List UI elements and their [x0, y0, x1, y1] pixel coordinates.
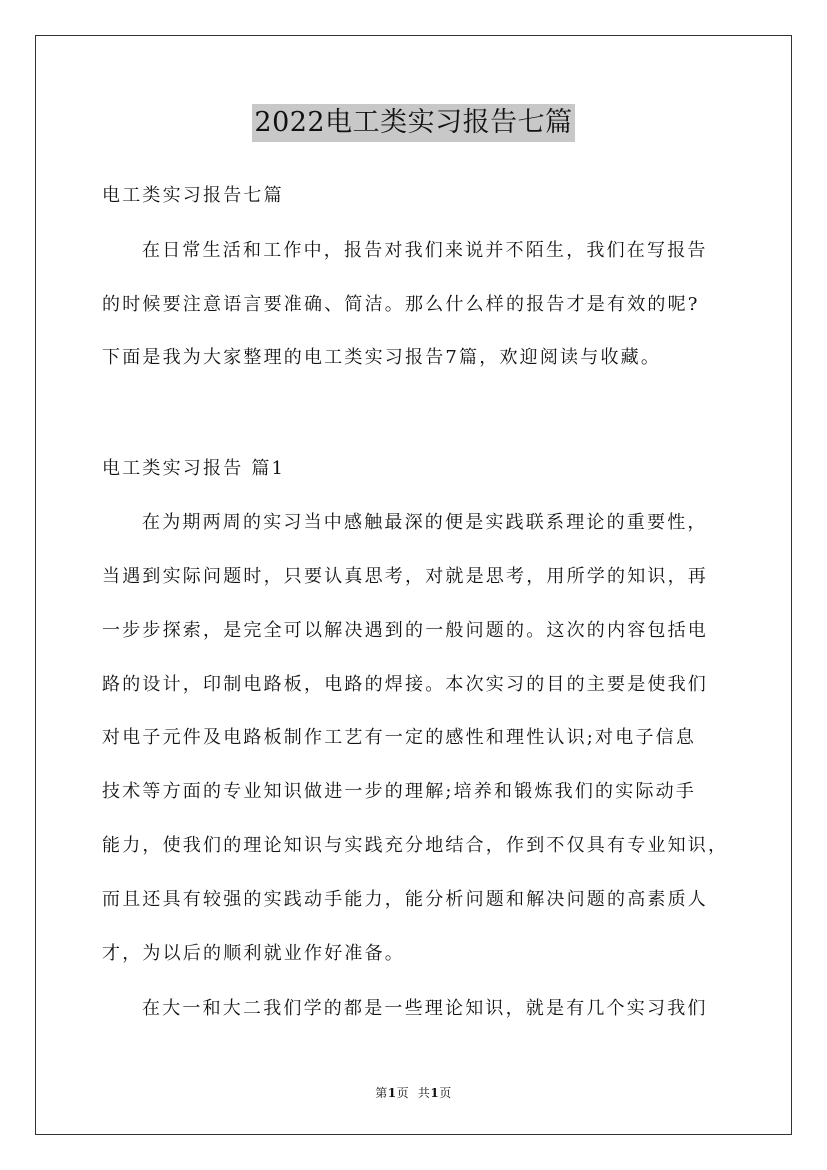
document-subtitle: 电工类实习报告七篇 [102, 185, 284, 206]
para1-line-3: 一步步探索，是完全可以解决遇到的一般问题的。这次的内容包括电 [102, 620, 708, 641]
para1-line-9: 才，为以后的顺利就业作好准备。 [102, 943, 405, 964]
total-suffix: 页 [439, 1086, 452, 1100]
page-suffix: 页 [396, 1086, 410, 1100]
para1-line-6: 技术等方面的专业知识做进一步的理解;培养和锻炼我们的实际动手 [102, 781, 697, 802]
document-title: 2022电工类实习报告七篇 [252, 104, 574, 142]
page-prefix: 第 [375, 1086, 388, 1100]
para1-line-7: 能力，使我们的理论知识与实践充分地结合，作到不仅具有专业知识， [102, 835, 729, 856]
intro-line-1: 在日常生活和工作中，报告对我们来说并不陌生，我们在写报告 [142, 240, 708, 261]
title-container [0, 104, 827, 142]
section-heading: 电工类实习报告 篇1 [102, 458, 286, 479]
para1-line-5: 对电子元件及电路板制作工艺有一定的感性和理性认识;对电子信息 [102, 727, 697, 748]
para1-line-1: 在为期两周的实习当中感触最深的便是实践联系理论的重要性， [142, 512, 708, 533]
intro-line-3: 下面是我为大家整理的电工类实习报告7篇，欢迎阅读与收藏。 [102, 347, 662, 368]
para1-line-4: 路的设计，印制电路板，电路的焊接。本次实习的目的主要是使我们 [102, 674, 708, 695]
para2-line-1: 在大一和大二我们学的都是一些理论知识，就是有几个实习我们 [142, 998, 708, 1019]
page-footer [0, 1084, 827, 1101]
total-pages: 1 [430, 1086, 440, 1100]
page-number: 1 [387, 1086, 397, 1100]
intro-line-2: 的时候要注意语言要准确、简洁。那么什么样的报告才是有效的呢? [102, 294, 700, 315]
total-prefix: 共 [417, 1086, 431, 1100]
para1-line-8: 而且还具有较强的实践动手能力，能分析问题和解决问题的高素质人 [102, 889, 708, 910]
para1-line-2: 当遇到实际问题时，只要认真思考，对就是思考，用所学的知识，再 [102, 566, 708, 587]
